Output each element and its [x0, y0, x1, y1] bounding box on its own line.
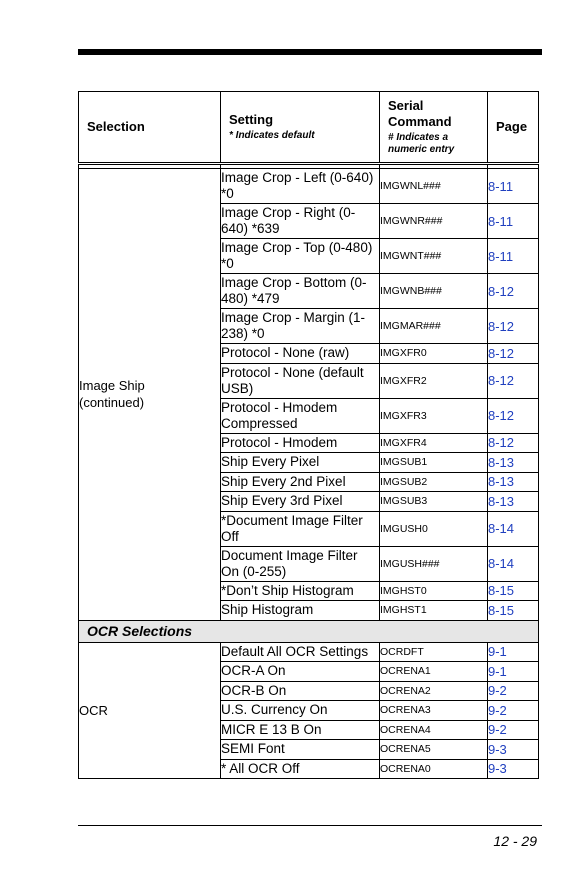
setting-cell: Ship Every 3rd Pixel: [221, 492, 380, 512]
setting-cell: U.S. Currency On: [221, 701, 380, 721]
table-row: [79, 169, 539, 204]
setting-cell: Protocol - None (raw): [221, 344, 380, 364]
table-header-row: [79, 92, 539, 164]
page-link[interactable]: 8-15: [488, 601, 539, 621]
page-number: 12 - 29: [493, 833, 537, 849]
setting-cell: * All OCR Off: [221, 759, 380, 779]
header-page: Page: [488, 92, 539, 164]
table-row: [79, 642, 539, 662]
header-selection: Selection: [79, 92, 221, 164]
setting-cell: Image Crop - Left (0-640) *0: [221, 169, 380, 204]
header-setting-note: * Indicates default: [229, 130, 315, 141]
serial-command-cell: OCRENA1: [380, 662, 488, 682]
section-title: OCR Selections: [79, 620, 539, 642]
setting-cell: Ship Histogram: [221, 601, 380, 621]
serial-command-cell: IMGMAR###: [380, 309, 488, 344]
serial-command-cell: IMGXFR3: [380, 398, 488, 433]
setting-cell: *Don’t Ship Histogram: [221, 581, 380, 601]
setting-cell: Default All OCR Settings: [221, 642, 380, 662]
selection-cell: [79, 169, 221, 621]
serial-command-cell: IMGHST0: [380, 581, 488, 601]
serial-command-cell: IMGWNT###: [380, 239, 488, 274]
serial-command-cell: OCRDFT: [380, 642, 488, 662]
setting-cell: Protocol - None (default USB): [221, 363, 380, 398]
page-link[interactable]: 8-11: [488, 204, 539, 239]
serial-command-cell: IMGXFR2: [380, 363, 488, 398]
bottom-rule: [78, 825, 542, 826]
setting-cell: SEMI Font: [221, 740, 380, 760]
serial-command-cell: IMGWNL###: [380, 169, 488, 204]
page-link[interactable]: 9-1: [488, 662, 539, 682]
header-serial-command: Serial Command # Indicates a numeric entry: [380, 92, 488, 164]
selection-label: Image Ship: [79, 378, 145, 394]
section-header-row: [79, 620, 539, 642]
serial-command-cell: IMGWNB###: [380, 274, 488, 309]
page-link[interactable]: 8-12: [488, 433, 539, 453]
serial-command-cell: OCRENA4: [380, 720, 488, 740]
setting-cell: Image Crop - Right (0-640) *639: [221, 204, 380, 239]
setting-cell: Image Crop - Top (0-480) *0: [221, 239, 380, 274]
setting-cell: MICR E 13 B On: [221, 720, 380, 740]
top-rule: [78, 49, 542, 55]
page-link[interactable]: 9-3: [488, 740, 539, 760]
setting-cell: Ship Every 2nd Pixel: [221, 472, 380, 492]
page-link[interactable]: 8-12: [488, 274, 539, 309]
serial-command-cell: IMGUSH###: [380, 546, 488, 581]
header-setting: Setting * Indicates default: [221, 92, 380, 164]
page-link[interactable]: 9-2: [488, 681, 539, 701]
page-link[interactable]: 8-14: [488, 511, 539, 546]
serial-command-cell: IMGXFR0: [380, 344, 488, 364]
serial-command-cell: IMGSUB1: [380, 453, 488, 473]
serial-command-table: [78, 91, 539, 779]
page-link[interactable]: 9-2: [488, 720, 539, 740]
page-link[interactable]: 8-12: [488, 398, 539, 433]
setting-cell: Protocol - Hmodem: [221, 433, 380, 453]
serial-command-cell: IMGXFR4: [380, 433, 488, 453]
page-link[interactable]: 9-1: [488, 642, 539, 662]
selection-label: OCR: [79, 702, 108, 718]
page-link[interactable]: 8-15: [488, 581, 539, 601]
page-link[interactable]: 9-3: [488, 759, 539, 779]
setting-cell: Image Crop - Bottom (0-480) *479: [221, 274, 380, 309]
header-serial-note: # Indicates a numeric entry: [388, 132, 455, 155]
selection-label: (continued): [79, 395, 145, 411]
serial-command-cell: IMGHST1: [380, 601, 488, 621]
serial-command-cell: OCRENA0: [380, 759, 488, 779]
page-link[interactable]: 8-13: [488, 472, 539, 492]
setting-cell: Image Crop - Margin (1-238) *0: [221, 309, 380, 344]
serial-command-cell: IMGUSH0: [380, 511, 488, 546]
serial-command-cell: IMGSUB3: [380, 492, 488, 512]
page-link[interactable]: 8-14: [488, 546, 539, 581]
page-link[interactable]: 8-13: [488, 453, 539, 473]
page-link[interactable]: 9-2: [488, 701, 539, 721]
setting-cell: OCR-B On: [221, 681, 380, 701]
serial-command-cell: OCRENA2: [380, 681, 488, 701]
setting-cell: Ship Every Pixel: [221, 453, 380, 473]
page-link[interactable]: 8-12: [488, 344, 539, 364]
setting-cell: *Document Image Filter Off: [221, 511, 380, 546]
serial-command-cell: IMGSUB2: [380, 472, 488, 492]
setting-cell: Document Image Filter On (0-255): [221, 546, 380, 581]
serial-command-cell: IMGWNR###: [380, 204, 488, 239]
page-link[interactable]: 8-11: [488, 239, 539, 274]
serial-command-cell: OCRENA5: [380, 740, 488, 760]
page-link[interactable]: 8-11: [488, 169, 539, 204]
serial-command-cell: OCRENA3: [380, 701, 488, 721]
page-link[interactable]: 8-12: [488, 309, 539, 344]
page-link[interactable]: 8-13: [488, 492, 539, 512]
setting-cell: OCR-A On: [221, 662, 380, 682]
page-link[interactable]: 8-12: [488, 363, 539, 398]
setting-cell: Protocol - Hmodem Compressed: [221, 398, 380, 433]
selection-cell: [79, 642, 221, 779]
